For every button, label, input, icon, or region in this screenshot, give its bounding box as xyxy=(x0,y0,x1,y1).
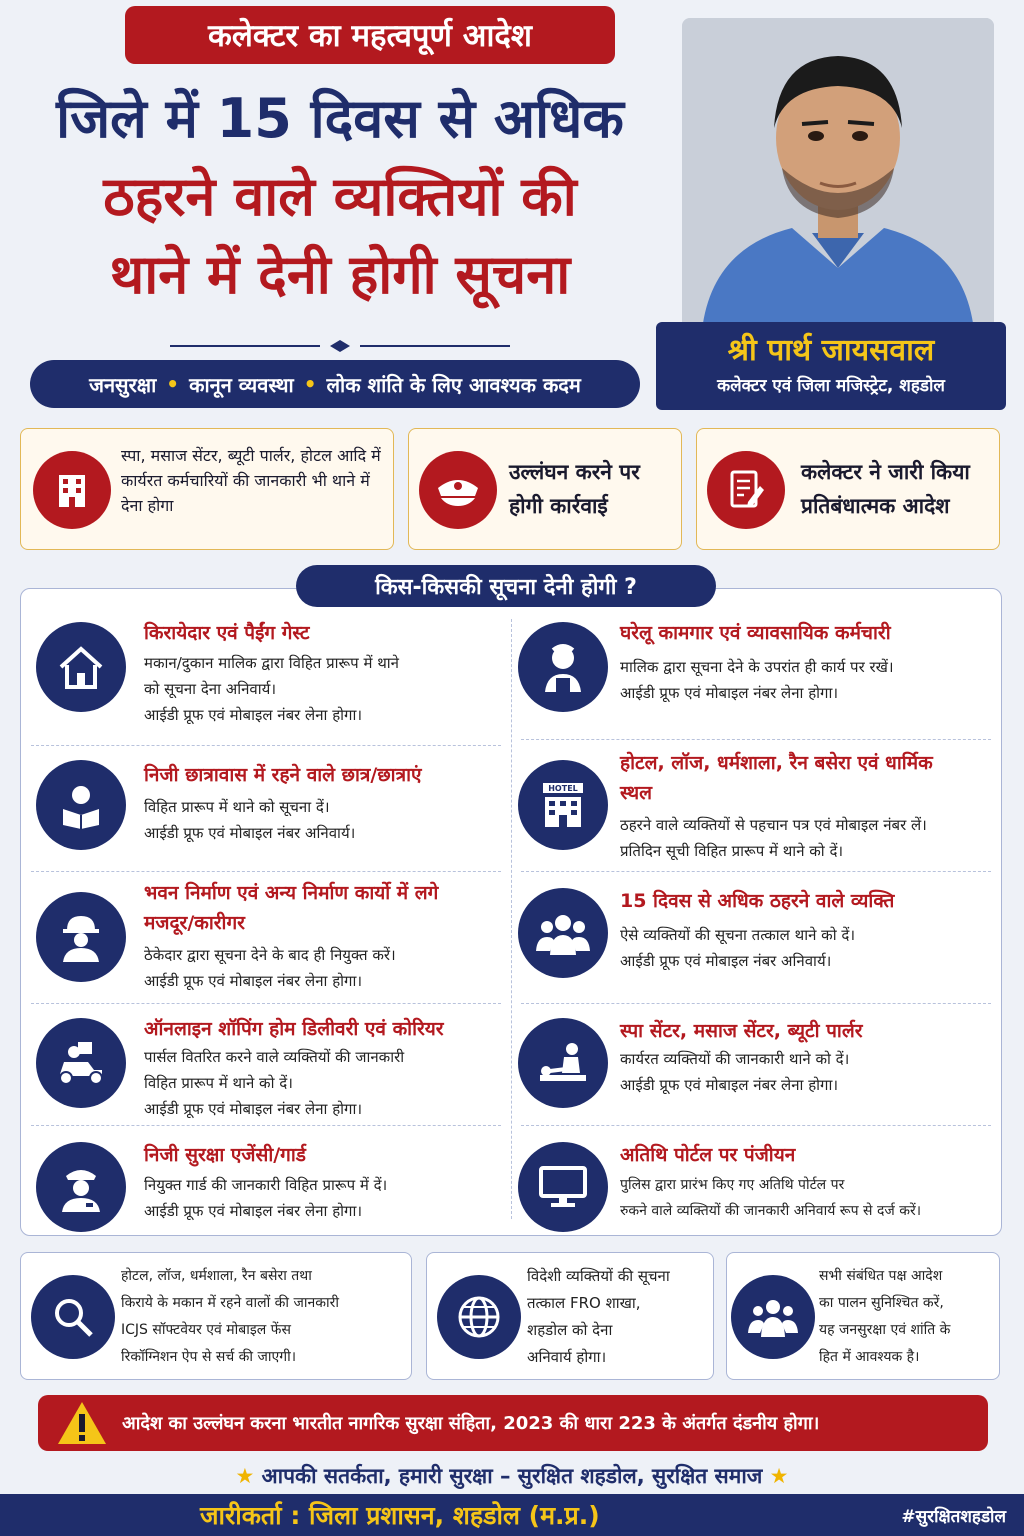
list-item xyxy=(518,618,998,728)
notice-card-text xyxy=(121,1263,411,1371)
item-desc-line: आईडी प्रूफ एवं मोबाइल नंबर लेना होगा। xyxy=(144,1100,363,1118)
list-item xyxy=(36,1014,506,1124)
notice-line: होटल, लॉज, धर्मशाला, रैन बसेरा तथा xyxy=(121,1268,312,1284)
notice-line: रिकॉग्निशन ऐप से सर्च की जाएगी। xyxy=(121,1349,297,1365)
item-title: ऑनलाइन शॉपिंग होम डिलीवरी एवं कोरियर xyxy=(144,1018,444,1040)
header-banner: कलेक्टर का महत्वपूर्ण आदेश xyxy=(125,6,615,64)
theme-item-3: लोक शांति के लिए आवश्यक कदम xyxy=(326,372,581,397)
list-item xyxy=(36,878,506,1006)
svg-text:HOTEL: HOTEL xyxy=(548,784,578,793)
item-desc xyxy=(620,922,1000,974)
notice-line: सभी संबंधित पक्ष आदेश xyxy=(819,1268,943,1284)
notice-line: शहडोल को देना xyxy=(527,1321,613,1339)
item-title: स्पा सेंटर, मसाज सेंटर, ब्यूटी पार्लर xyxy=(620,1020,863,1042)
student-reading-icon xyxy=(36,760,126,850)
row-divider xyxy=(521,739,991,740)
item-desc-line: आईडी प्रूफ एवं मोबाइल नंबर लेना होगा। xyxy=(144,1202,363,1220)
search-icon xyxy=(31,1275,115,1359)
item-desc-line: नियुक्त गार्ड की जानकारी विहित प्रारूप में दें। xyxy=(144,1176,388,1194)
notice-card-compliance xyxy=(726,1252,1000,1380)
house-icon xyxy=(36,622,126,712)
delivery-scooter-icon xyxy=(36,1018,126,1108)
notice-line: ICJS सॉफ्टवेयर एवं मोबाइल फेंस xyxy=(121,1322,291,1338)
item-desc xyxy=(144,794,504,846)
section-title: किस-किसकी सूचना देनी होगी ? xyxy=(296,565,716,607)
item-desc-line: को सूचना देना अनिवार्य। xyxy=(144,680,277,698)
item-desc xyxy=(620,654,1000,706)
group-icon xyxy=(518,888,608,978)
construction-worker-icon xyxy=(36,892,126,982)
hashtag: #सुरक्षितशहडोल xyxy=(901,1507,1006,1527)
item-desc-line: आईडी प्रूफ एवं मोबाइल नंबर लेना होगा। xyxy=(144,706,363,724)
item-desc xyxy=(144,1172,504,1224)
info-card-action xyxy=(408,428,682,550)
item-desc-line: आईडी प्रूफ एवं मोबाइल नंबर अनिवार्य। xyxy=(144,824,356,842)
item-desc-line: ठहरने वाले व्यक्तियों से पहचान पत्र एवं मोबाइल नंबर लें। xyxy=(620,816,927,834)
tagline-text: आपकी सतर्कता, हमारी सुरक्षा – सुरक्षित शहडोल, सुरक्षित समाज xyxy=(261,1464,763,1488)
info-card-text: उल्लंघन करने पर होगी कार्रवाई xyxy=(509,460,640,518)
warning-text: आदेश का उल्लंघन करना भारतीत नागरिक सुरक्षा संहिता, 2023 की धारा 223 के अंतर्गत दंडनीय होगा। xyxy=(122,1413,820,1434)
item-desc-line: मालिक द्वारा सूचना देने के उपरांत ही कार्य पर रखें। xyxy=(620,658,894,676)
issuer: जारीकर्ता : जिला प्रशासन, शहडोल (म.प्र.) xyxy=(200,1501,600,1530)
item-desc xyxy=(620,1046,1000,1098)
item-title: घरेलू कामगार एवं व्यावसायिक कर्मचारी xyxy=(620,622,891,644)
headline xyxy=(20,80,660,314)
item-desc-line: ऐसे व्यक्तियों की सूचना तत्काल थाने को दें। xyxy=(620,926,856,944)
list-item xyxy=(518,886,998,996)
theme-separator: • xyxy=(166,372,180,396)
item-desc-line: पार्सल वितरित करने वाले व्यक्तियों की जानकारी xyxy=(144,1048,405,1066)
notice-line: का पालन सुनिश्चित करें, xyxy=(819,1295,944,1311)
official-designation: कलेक्टर एवं जिला मजिस्ट्रेट, शहडोल xyxy=(717,376,945,396)
warning-banner xyxy=(38,1395,988,1451)
official-name: श्री पार्थ जायसवाल xyxy=(727,333,935,368)
building-icon xyxy=(33,451,111,529)
item-desc-line: ठेकेदार द्वारा सूचना देने के बाद ही नियुक्त करें। xyxy=(144,946,396,964)
item-desc xyxy=(620,1172,1000,1224)
info-card-order xyxy=(696,428,1000,550)
info-card-text: स्पा, मसाज सेंटर, ब्यूटी पार्लर, होटल आदि में कार्यरत कर्मचारियों की जानकारी भी थाने में देना होगा xyxy=(121,446,381,515)
theme-separator: • xyxy=(303,372,317,396)
item-desc-line: विहित प्रारूप में थाने को सूचना दें। xyxy=(144,798,330,816)
item-desc-line: आईडी प्रूफ एवं मोबाइल नंबर लेना होगा। xyxy=(620,1076,839,1094)
computer-monitor-icon xyxy=(518,1142,608,1232)
notice-line: यह जनसुरक्षा एवं शांति के xyxy=(819,1322,951,1338)
item-desc-line: विहित प्रारूप में थाने को दें। xyxy=(144,1074,293,1092)
list-item xyxy=(36,1140,506,1236)
item-title: निजी सुरक्षा एजेंसी/गार्ड xyxy=(144,1144,306,1166)
police-cap-icon xyxy=(419,451,497,529)
item-desc-line: आईडी प्रूफ एवं मोबाइल नंबर अनिवार्य। xyxy=(620,952,832,970)
theme-pill xyxy=(30,360,640,408)
notice-card-search xyxy=(20,1252,412,1380)
notice-card-text xyxy=(527,1263,711,1371)
row-divider xyxy=(31,1125,501,1126)
official-name-card xyxy=(656,322,1006,410)
item-desc-line: पुलिस द्वारा प्रारंभ किए गए अतिथि पोर्टल पर xyxy=(620,1177,845,1193)
row-divider xyxy=(521,871,991,872)
info-card-text: कलेक्टर ने जारी किया प्रतिबंधात्मक आदेश xyxy=(801,460,970,518)
divider-ornament xyxy=(170,340,510,352)
item-title: अतिथि पोर्टल पर पंजीयन xyxy=(620,1144,796,1166)
star-icon: ★ xyxy=(235,1464,255,1488)
notice-line: विदेशी व्यक्तियों की सूचना xyxy=(527,1267,670,1285)
notice-line: अनिवार्य होगा। xyxy=(527,1348,607,1366)
theme-item-1: जनसुरक्षा xyxy=(89,372,157,397)
people-group-icon xyxy=(731,1275,815,1359)
star-icon: ★ xyxy=(769,1464,789,1488)
item-title: किरायेदार एवं पैईंग गेस्ट xyxy=(144,622,310,644)
globe-icon xyxy=(437,1275,521,1359)
column-divider xyxy=(511,619,512,1219)
item-desc-line: प्रतिदिन सूची विहित प्रारूप में थाने को दें। xyxy=(620,842,844,860)
item-desc-line: कार्यरत व्यक्तियों की जानकारी थाने को दें। xyxy=(620,1050,850,1068)
list-item xyxy=(518,1140,998,1236)
theme-item-2: कानून व्यवस्था xyxy=(189,372,294,397)
item-title: होटल, लॉज, धर्मशाला, रैन बसेरा एवं धार्मिक स्थल xyxy=(620,752,933,804)
item-title: भवन निर्माण एवं अन्य निर्माण कार्यो में लगे मजदूर/कारीगर xyxy=(144,882,439,934)
security-guard-icon xyxy=(36,1142,126,1232)
document-pen-icon xyxy=(707,451,785,529)
item-desc xyxy=(144,1044,504,1122)
notice-line: तत्काल FRO शाखा, xyxy=(527,1294,641,1312)
massage-icon xyxy=(518,1018,608,1108)
info-card-staff xyxy=(20,428,394,550)
tagline xyxy=(0,1462,1024,1494)
row-divider xyxy=(521,1003,991,1004)
item-desc-line: आईडी प्रूफ एवं मोबाइल नंबर लेना होगा। xyxy=(144,972,363,990)
notice-line: हित में आवश्यक है। xyxy=(819,1349,920,1365)
item-desc xyxy=(144,942,504,994)
hotel-icon xyxy=(518,760,608,850)
item-desc xyxy=(620,812,1000,864)
list-item xyxy=(518,748,998,868)
item-desc-line: रुकने वाले व्यक्तियों की जानकारी अनिवार्य रूप से दर्ज करें। xyxy=(620,1203,922,1219)
notice-card-foreigners xyxy=(426,1252,714,1380)
notice-card-text xyxy=(819,1263,999,1371)
item-desc-line: मकान/दुकान मालिक द्वारा विहित प्रारूप में थाने xyxy=(144,654,400,672)
item-desc-line: आईडी प्रूफ एवं मोबाइल नंबर लेना होगा। xyxy=(620,684,839,702)
list-item xyxy=(36,760,506,880)
item-desc xyxy=(144,650,504,728)
item-title: निजी छात्रावास में रहने वाले छात्र/छात्राएं xyxy=(144,764,422,786)
list-item xyxy=(518,1016,998,1126)
official-photo xyxy=(682,18,994,330)
warning-icon xyxy=(56,1400,108,1446)
domestic-worker-icon xyxy=(518,622,608,712)
headline-line-2: ठहरने वाले व्यक्तियों की xyxy=(103,165,577,228)
notice-line: किराये के मकान में रहने वालों की जानकारी xyxy=(121,1295,339,1311)
headline-line-3: थाने में देनी होगी सूचना xyxy=(109,243,571,306)
footer xyxy=(0,1494,1024,1536)
headline-line-1: जिले में 15 दिवस से अधिक xyxy=(56,87,624,150)
list-item xyxy=(36,618,506,746)
item-title: 15 दिवस से अधिक ठहरने वाले व्यक्ति xyxy=(620,890,895,912)
